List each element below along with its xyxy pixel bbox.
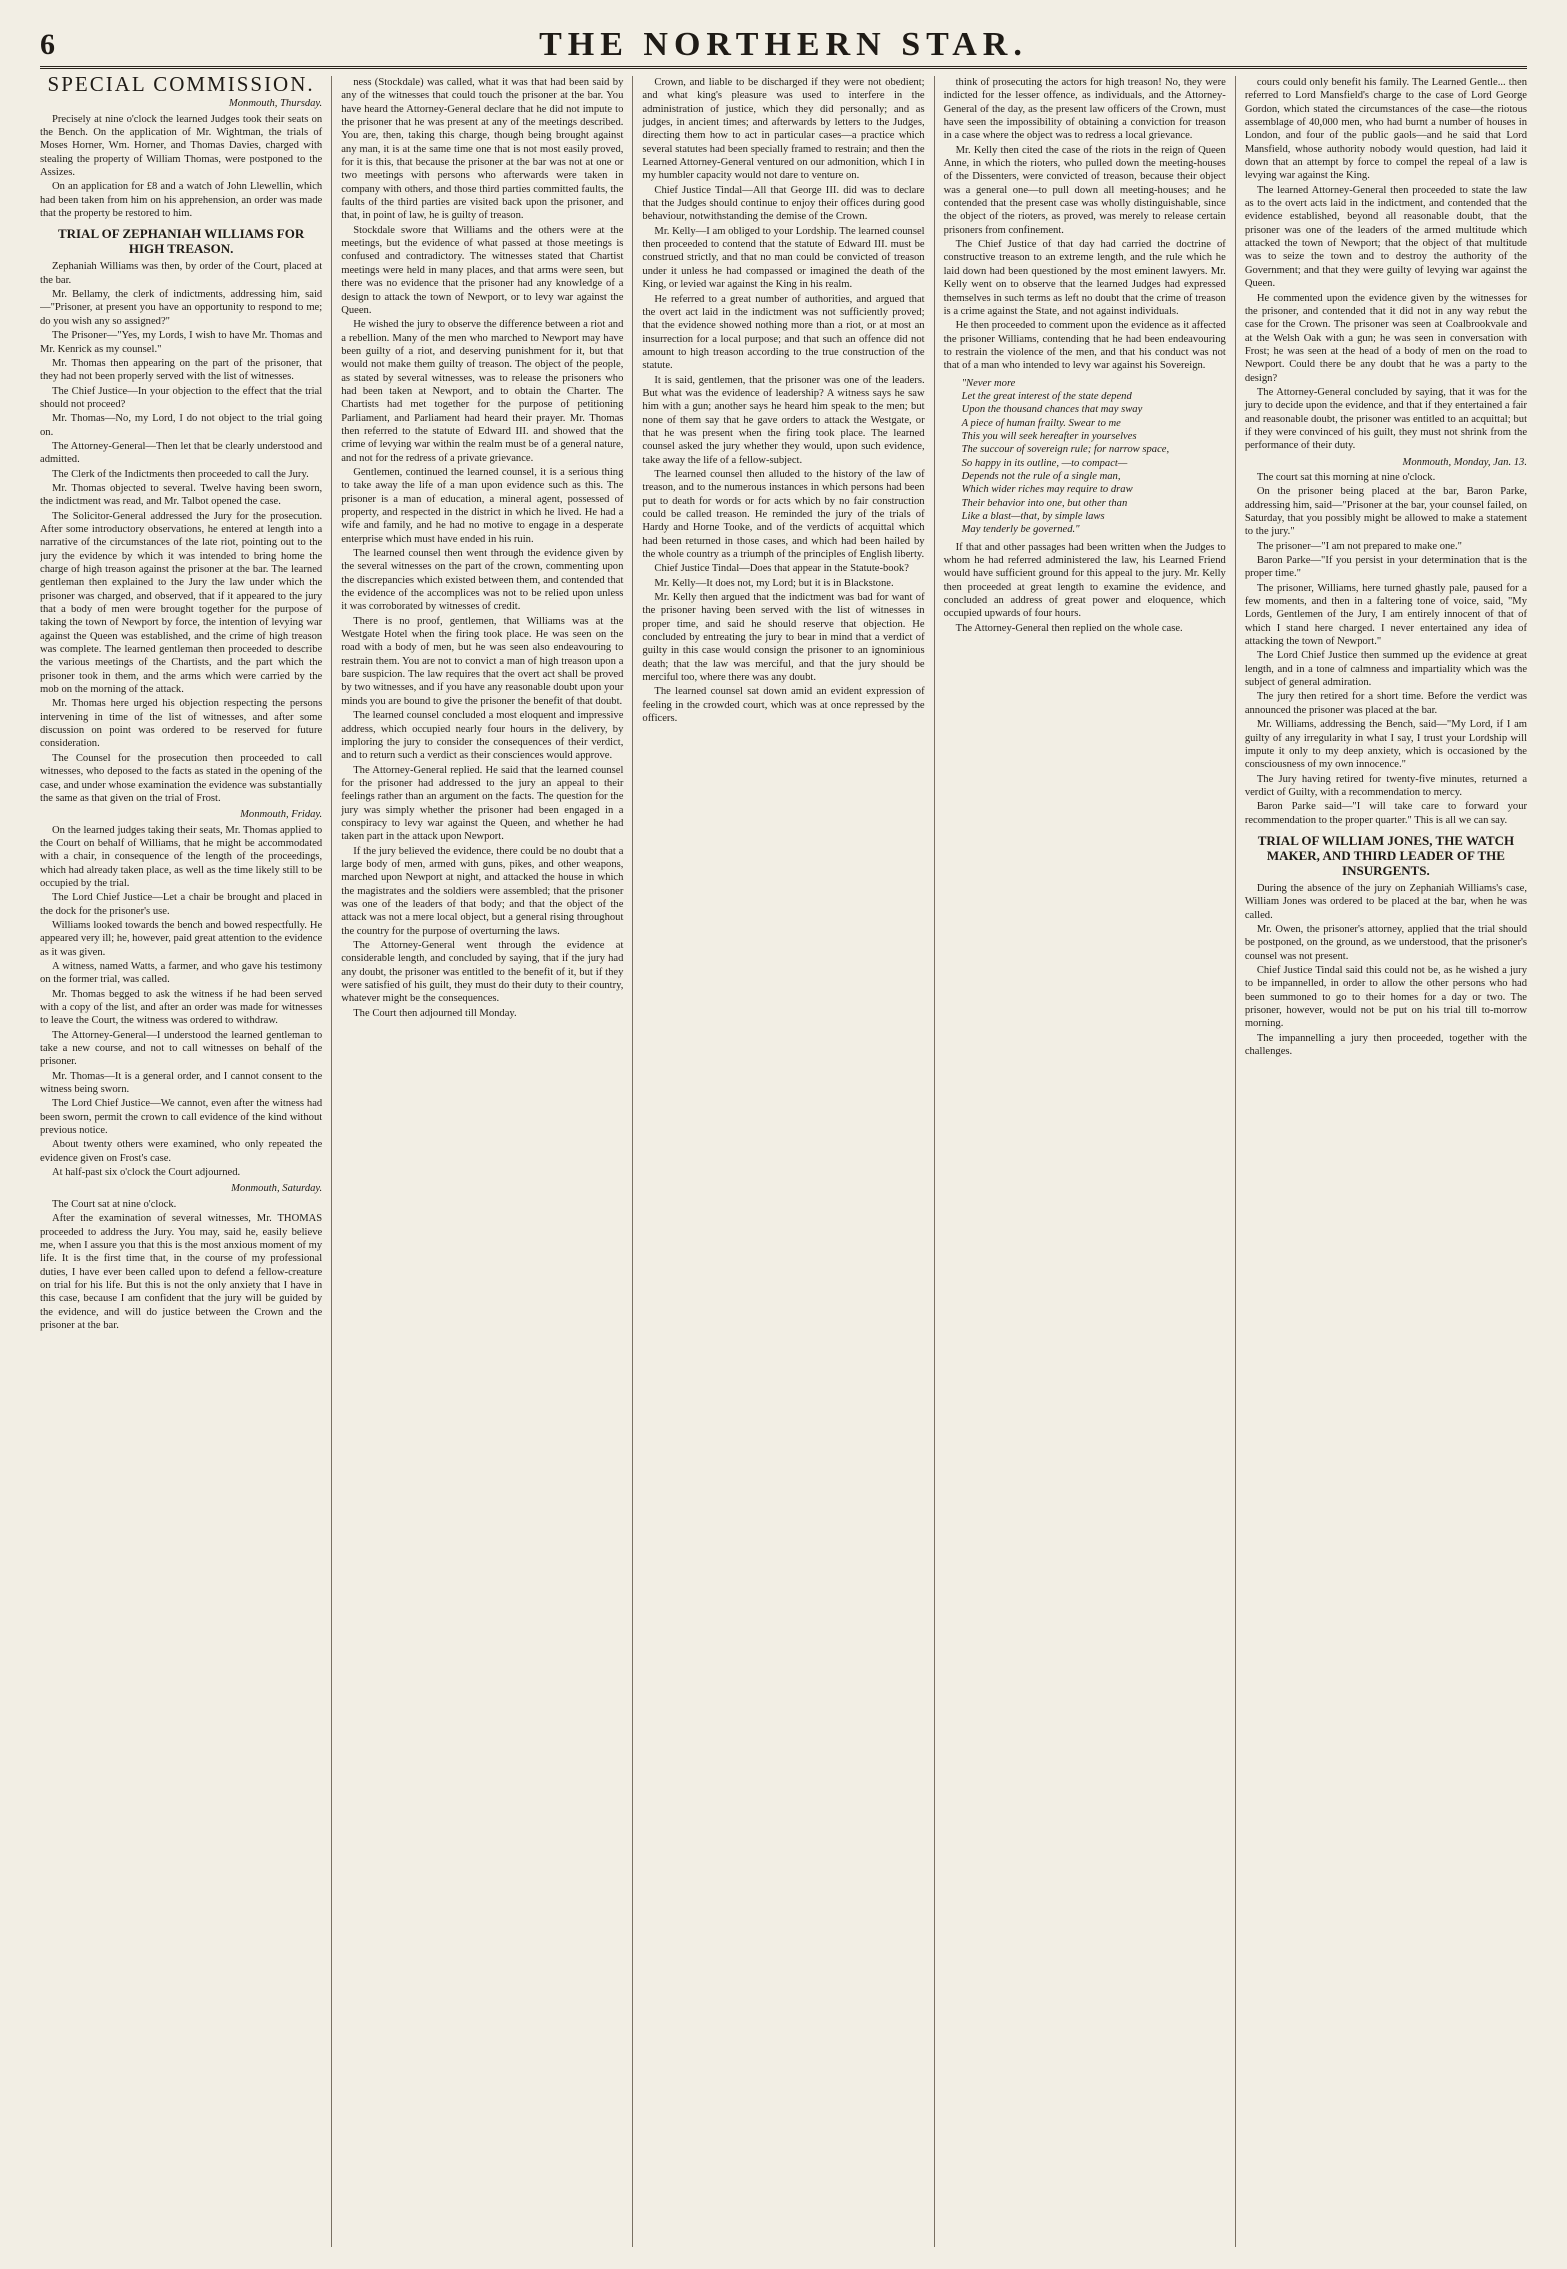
- paragraph: Baron Parke—"If you persist in your determination that is the proper time.": [1244, 555, 1528, 580]
- article-columns: [40, 76, 1527, 2247]
- paragraph: The prisoner, Williams, here turned ghastly pale, paused for a few moments, and then in a faltering tone of voice, said, "My Lords, Gentlemen of the Jury, I am entirely innocent of that of which I stand here charged. I never entertained any idea of attacking the town of Newport.": [1244, 582, 1528, 648]
- article-heading: TRIAL OF WILLIAM JONES, THE WATCH MAKER, AND THIRD LEADER OF THE INSURGENTS.: [1257, 832, 1515, 878]
- paragraph: The jury then retired for a short time. Before the verdict was announced the prisoner was placed at the bar.: [1244, 691, 1528, 716]
- paragraph: If that and other passages had been written when the Judges to whom he had referred administered the law, his Learned Friend would have sufficient ground for this appeal to the jury. Mr. Kelly then proceeded at great length to examine the evidence, and concluded an address of great power and eloquence, which occupied upwards of four hours.: [943, 541, 1226, 620]
- paragraph: The Attorney-General then replied on the whole case.: [955, 622, 1183, 634]
- paragraph: Mr. Thomas objected to several. Twelve having been sworn, the indictment was read, and Mr. Talbot opened the case.: [40, 482, 323, 508]
- paragraph: On the learned judges taking their seats, Mr. Thomas applied to the Court on behalf of Williams, that he might be accommodated with a chair, in consequence of the length of the proceedings, which had already taken place, as well as the time likely still to be occupied by the trial.: [40, 824, 323, 889]
- paragraph: The learned counsel then alluded to the history of the law of treason, and to the numerous instances in which persons had been put to death for words or for acts which by no fair construction could be called treason. He reminded the jury of the trials of Hardy and Horne Tooke, and of the verdicts of acquittal which had been returned in those cases, and which had been hailed by the whole country as a triumph of the principles of English liberty.: [642, 468, 925, 561]
- paragraph: cours could only benefit his family. The Learned Gentle... then referred to Lord Mansfield's charge to the case of Lord George Gordon, which stated the circumstances of the case—the riotous assemblage of 40,000 men, who had burnt a number of houses in London, and four of the public gaols—and he said that Lord Mansfield, whose authority nobody would question, had laid it down that an attempt by force to compel the repeal of a law is levying war against the King.: [1244, 77, 1528, 182]
- column-1: [40, 76, 332, 2247]
- paragraph: Chief Justice Tindal—Does that appear in the Statute-book?: [654, 563, 909, 575]
- verse-line: The succour of sovereign rule; for narrow space,: [961, 444, 1170, 456]
- article-heading: TRIAL OF ZEPHANIAH WILLIAMS FOR HIGH TREASON.: [57, 226, 305, 257]
- dateline: Monmouth, Friday.: [240, 809, 323, 821]
- paragraph: A witness, named Watts, a farmer, and who gave his testimony on the former trial, was called.: [40, 960, 323, 986]
- section-heading: SPECIAL COMMISSION.: [47, 76, 315, 96]
- paragraph: Baron Parke said—"I will take care to forward your recommendation to the proper quarter." This is all we can say.: [1244, 801, 1528, 826]
- paragraph: Mr. Thomas—No, my Lord, I do not object to the trial going on.: [40, 413, 323, 438]
- paragraph: The Attorney-General concluded by saying, that it was for the jury to decide upon the evidence, and that if they entertained a fair and reasonable doubt, the prisoner was entitled to an acquittal; but if they were convinced of his guilt, they must not shrink from the performance of their duty.: [1244, 386, 1528, 452]
- newspaper-page: [40, 22, 1527, 2247]
- paragraph: The learned counsel then went through the evidence given by the several witnesses on the part of the crown, commenting upon the discrepancies which existed between them, and contended that the evidence of the accomplices was not to be relied upon unless it was corroborated by witnesses of credit.: [341, 548, 624, 613]
- verse-line: A piece of human frailty. Swear to me: [961, 417, 1121, 429]
- verse-line: This you will seek hereafter in yourselves: [961, 430, 1137, 442]
- paragraph: The Clerk of the Indictments then proceeded to call the Jury.: [52, 468, 309, 480]
- verse-line: Like a blast—that, by simple laws: [961, 511, 1105, 522]
- paragraph: The impannelling a jury then proceeded, together with the challenges.: [1244, 1032, 1528, 1058]
- verse-line: Depends not the rule of a single man,: [961, 470, 1121, 482]
- paragraph: The Lord Chief Justice then summed up the evidence at great length, and in a tone of calmness and impartiality which was the subject of general admiration.: [1244, 650, 1528, 689]
- masthead: [40, 22, 1527, 69]
- paragraph: If the jury believed the evidence, there could be no doubt that a large body of men, armed with guns, pikes, and other weapons, marched upon Newport at night, and attacked the house in which the magistrates and the soldiers were assembled; that the prisoner was one of the leaders of that body; and that the object of the attack was not a mere local object, but a general rising throughout the country for the purpose of overturning the laws.: [341, 845, 624, 937]
- paragraph: The Chief Justice of that day had carried the doctrine of constructive treason to an extreme length, and the rule which he laid down had been questioned by the most eminent lawyers. Mr. Kelly went on to observe that the learned Judges had expressed themselves in such terms as left no doubt that the crime of treason is a crime against the State, and not against individuals.: [943, 239, 1226, 317]
- column-2: [332, 76, 633, 2247]
- paragraph: Mr. Bellamy, the clerk of indictments, addressing him, said—"Prisoner, at present you have an opportunity to respond to me; do you wish any so assigned?": [40, 289, 323, 327]
- paragraph: The learned Attorney-General then proceeded to state the law as to the overt acts laid in the indictment, and contended that the evidence established, beyond all reasonable doubt, that the prisoner was one of the leaders of the armed multitude which attacked the town of Newport; that the object of that multitude was to seize the town and to destroy the authority of the Government; and that they were guilty of levying war against the Queen.: [1244, 184, 1528, 290]
- column-4: [935, 76, 1236, 2247]
- paragraph: ness (Stockdale) was called, what it was that had been said by any of the witnesses that could touch the prisoner at the bar. You have heard the Attorney-General declare that he did not impute to the prisoner that he was present at any of the meetings described. You are, then, taking this charge, though being brought against any man, it is at the same time one that is not most easily proved, for it is this, that because the prisoner at the bar was not at one or two meetings with persons who afterwards were taken in company with others, and those third parties committed faults, the faults of the third parties are visited back upon the prisoner, and that, in point of law, he is guilty of treason.: [341, 77, 624, 222]
- paragraph: He then proceeded to comment upon the evidence as it affected the prisoner Williams, contending that he had been endeavouring to restrain the violence of the men, and that his conduct was not that of a man who intended to levy war against his Sovereign.: [943, 320, 1226, 372]
- paragraph: Chief Justice Tindal said this could not be, as he wished a jury to be impannelled, in order to allow the other persons who had been summoned to go to their homes for a day or two. The prisoner, however, would not be put on his trial till to-morrow morning.: [1244, 964, 1528, 1030]
- dateline: Monmouth, Monday, Jan. 13.: [1402, 456, 1528, 468]
- paragraph: Williams looked towards the bench and bowed respectfully. He appeared very ill; he, however, paid great attention to the evidence as it was given.: [40, 919, 323, 958]
- paragraph: Crown, and liable to be discharged if they were not obedient; and what king's pleasure was used to interfere in the administration of justice, which they did personally; and as judges, in ancient times; and afterwards by letters to the Judges, directing them how to act in particular cases—a practice which several statutes had been specially framed to restrain; and then the Learned Attorney-General ventured on our admonition, which I in my humbler capacity would not dare to venture on.: [642, 77, 925, 182]
- paragraph: The Attorney-General went through the evidence at considerable length, and concluded by saying, that if the jury had any doubt, the prisoner was entitled to the benefit of it, but if they were satisfied of his guilt, they must do their duty to their country, whatever might be the consequences.: [341, 940, 624, 1005]
- paragraph: The Attorney-General—I understood the learned gentleman to take a new course, and not to call witnesses on behalf of the prisoner.: [40, 1029, 323, 1068]
- paragraph: The Attorney-General replied. He said that the learned counsel for the prisoner had addressed to the jury an appeal to their feelings rather than an argument on the facts. The question for the jury was simply whether the prisoner had been engaged in a conspiracy to levy war against the Queen, and whether he had taken part in the attack upon Newport.: [341, 764, 624, 843]
- paragraph: Mr. Thomas then appearing on the part of the prisoner, that they had not been properly served with the list of witnesses.: [40, 357, 323, 383]
- paragraph: On the prisoner being placed at the bar, Baron Parke, addressing him, said—"Prisoner at the bar, your counsel failed, on Saturday, that you possibly might be allowed to make a statement to the jury.": [1244, 486, 1528, 538]
- paragraph: Chief Justice Tindal—All that George III. did was to declare that the Judges should continue to enjoy their offices during good behaviour, notwithstanding the demise of the Crown.: [642, 184, 925, 223]
- verse-line: So happy in its outline, —to compact—: [961, 457, 1128, 469]
- paragraph: The Chief Justice—In your objection to the effect that the trial should not proceed?: [40, 385, 323, 410]
- paragraph: During the absence of the jury on Zephaniah Williams's case, William Jones was ordered to be placed at the bar, when he was called.: [1244, 882, 1528, 921]
- paragraph: At half-past six o'clock the Court adjourned.: [52, 1167, 241, 1179]
- paragraph: The Court sat at nine o'clock.: [52, 1198, 177, 1210]
- paragraph: Stockdale swore that Williams and the others were at the meetings, but the evidence of what passed at those meetings is confused and contradictory. The witnesses stated that Chartist meetings were held in many places, and that arms were seen, but there was no evidence that the prisoner had any knowledge of a design to attack the town of Newport, or to levy war against the Queen.: [341, 224, 624, 316]
- paragraph: Mr. Kelly—It does not, my Lord; but it is in Blackstone.: [654, 577, 894, 589]
- paragraph: The Solicitor-General addressed the Jury for the prosecution. After some introductory observations, he entered at length into a narrative of the circumstances of the late riot, pointing out to the jury the evidence by which it was intended to bring home the charge of high treason against the prisoner at the bar. The learned gentleman then explained to the Jury the law under which the prisoner was charged, and observed, that if it appeared to the jury that a body of men were brought together for the purpose of taking the town of Newport by force, the intention of levying war against the Queen was established, and the crime of high treason was complete. The learned gentleman then proceeded to describe the various meetings of the Chartists, and the part which the prisoner took in them, and the arms which were carried by the mob on the morning of the attack.: [40, 510, 323, 696]
- paragraph: think of prosecuting the actors for high treason! No, they were indicted for the lesser offence, as individuals, and the Attorney-General of the day, as the present law officers of the Crown, must have seen the impossibility of obtaining a conviction for treason in a case where the object was to redress a local grievance.: [943, 77, 1226, 142]
- verse-line: Let the great interest of the state depend: [961, 390, 1132, 402]
- paragraph: The Counsel for the prosecution then proceeded to call witnesses, who deposed to the facts as stated in the opening of the case, and under whose examination the evidence was substantially the same as that given on the trial of Frost.: [40, 752, 323, 804]
- paragraph: Mr. Owen, the prisoner's attorney, applied that the trial should be postponed, on the ground, as we understood, that the prisoner's counsel was not present.: [1244, 923, 1528, 962]
- page-number: 6: [40, 28, 55, 61]
- verse-line: Which wider riches may require to draw: [961, 484, 1133, 496]
- paragraph: The court sat this morning at nine o'clock.: [1256, 471, 1436, 483]
- paragraph: He referred to a great number of authorities, and argued that the overt act laid in the indictment was not sufficiently proved; that the evidence showed nothing more than a riot, or at most an insurrection for a local purpose; and that such an offence did not amount to high treason according to the true construction of the statute.: [642, 293, 925, 372]
- dateline: Monmouth, Saturday.: [231, 1183, 323, 1195]
- paragraph: Mr. Kelly then argued that the indictment was bad for want of the prisoner having been served with the list of witnesses in proper time, and said he should reserve that objection. He concluded by entreating the jury to bear in mind that a verdict of guilty in this case would consign the prisoner to an ignominious death; that the law was merciful, and that the jury should be merciful too, where there was any doubt.: [642, 592, 925, 684]
- paragraph: Mr. Kelly then cited the case of the riots in the reign of Queen Anne, in which the rioters, who pulled down the meeting-houses of the Dissenters, were convicted of treason, because their object was a general one—to pull down all meeting-houses; and he contended that the present case was wholly distinguishable, since the object of the rioters, as proved, was merely to release certain prisoners from confinement.: [943, 144, 1226, 236]
- paragraph: The learned counsel sat down amid an evident expression of feeling in the crowded court, which was at once repressed by the officers.: [642, 686, 925, 725]
- verse-line: "Never more: [961, 377, 1016, 389]
- paragraph: He wished the jury to observe the difference between a riot and a rebellion. Many of the men who marched to Newport may have been guilty of a riot, and deserving punishment for it, but that would not make them guilty of treason. The object of the people, as stated by several witnesses, was to release the prisoners who had been taken at Newport, and to obtain the Charter. The Chartists had met together for the purpose of petitioning Parliament, and Parliament had heard their prayer. Mr. Thomas then referred to the statute of Edward III. and showed that the crime of levying war within the realm must be of a general nature, and not for the redress of a private grievance.: [341, 319, 624, 464]
- paragraph: Zephaniah Williams was then, by order of the Court, placed at the bar.: [40, 261, 323, 286]
- paragraph: Mr. Kelly—I am obliged to your Lordship. The learned counsel then proceeded to contend that the statute of Edward III. must be construed strictly, and that no man could be convicted of treason under it unless he had compassed or imagined the death of the King, or levied war against the King in his realm.: [642, 225, 925, 291]
- verse-line: Their behavior into one, but other than: [961, 497, 1128, 509]
- paragraph: The Lord Chief Justice—Let a chair be brought and placed in the dock for the prisoner's use.: [40, 892, 323, 917]
- paragraph: After the examination of several witnesses, Mr. THOMAS proceeded to address the Jury. You may, said he, easily believe me, when I assure you that this is the most anxious moment of my life. It is the first time that, in the course of my professional duties, I have ever been called upon to defend a fellow-creature on trial for his life. But this is not the only anxiety that I have in this case, because I am confident that the jury will be guided by the evidence, and will do justice between the Crown and the prisoner at the bar.: [40, 1213, 323, 1331]
- paragraph: About twenty others were examined, who only repeated the evidence given on Frost's case.: [40, 1139, 323, 1164]
- paragraph: The learned counsel concluded a most eloquent and impressive address, which occupied nearly four hours in the delivery, by imploring the jury to consider the consequences of their verdict, and to return such a verdict as their consciences would approve.: [341, 710, 624, 762]
- paragraph: He commented upon the evidence given by the witnesses for the prisoner, and contended that it did not in any way rebut the case for the Crown. The prisoner was seen at Coalbrookvale and at the Welsh Oak with a gun; he was seen in conversation with Frost; he was seen at the head of a body of men on the road to Newport. Could there be any doubt that he was a party to the design?: [1244, 292, 1528, 384]
- dateline: Monmouth, Thursday.: [228, 98, 323, 110]
- paragraph: Mr. Williams, addressing the Bench, said—"My Lord, if I am guilty of any irregularity in what I say, I trust your Lordship will impute it only to my deep anxiety, which is occasioned by the consciousness of my own innocence.": [1244, 719, 1528, 771]
- verse-line: Upon the thousand chances that may sway: [961, 404, 1143, 416]
- verse-quotation: [962, 377, 1226, 537]
- paragraph: The Attorney-General—Then let that be clearly understood and admitted.: [40, 440, 323, 466]
- paragraph: Mr. Thomas—It is a general order, and I cannot consent to the witness being sworn.: [40, 1070, 323, 1096]
- paragraph: The Court then adjourned till Monday.: [353, 1007, 517, 1019]
- verse-line: May tenderly be governed.": [961, 524, 1080, 536]
- paragraph: The Prisoner—"Yes, my Lords, I wish to have Mr. Thomas and Mr. Kenrick as my counsel.": [40, 330, 323, 355]
- column-3: [633, 76, 934, 2247]
- paragraph: On an application for £8 and a watch of John Llewellin, which had been taken from him on his apprehension, an order was made that the property be restored to him.: [40, 181, 323, 220]
- paragraph: Mr. Thomas here urged his objection respecting the persons intervening in time of the list of witnesses, and after some discussion on point was ordered to be reserved for future consideration.: [40, 698, 323, 750]
- paragraph: The Lord Chief Justice—We cannot, even after the witness had been sworn, permit the crown to call evidence of the kind without previous notice.: [40, 1098, 323, 1137]
- paragraph: Precisely at nine o'clock the learned Judges took their seats on the Bench. On the application of Mr. Wightman, the trials of Moses Horner, Wm. Horner, and Thomas Davies, charged with stealing the property of William Thomas, were postponed to the Assizes.: [40, 113, 323, 179]
- paragraph: It is said, gentlemen, that the prisoner was one of the leaders. But what was the evidence of leadership? A witness says he saw him with a gun; another says he heard him speak to the men; but none of them say that he gave orders to attack the Westgate, or that he was present when the firing took place. The learned counsel asked the jury whether they would, upon such evidence, take away the life of a fellow-subject.: [642, 374, 925, 466]
- column-5: [1236, 76, 1527, 2247]
- paragraph: The Jury having retired for twenty-five minutes, returned a verdict of Guilty, with a recommendation to mercy.: [1244, 773, 1528, 798]
- newspaper-title: THE NORTHERN STAR.: [539, 26, 1028, 63]
- paragraph: Mr. Thomas begged to ask the witness if he had been served with a copy of the list, and after an order was made for witnesses to leave the Court, the witness was ordered to withdraw.: [40, 988, 323, 1027]
- paragraph: Gentlemen, continued the learned counsel, it is a serious thing to take away the life of a man upon evidence such as this. The prisoner is a man of education, a mineral agent, possessed of property, and respected in the district in which he lived. He had a wife and family, and he had no motive to engage in a desperate enterprise which must have ended in his ruin.: [341, 466, 624, 545]
- paragraph: There is no proof, gentlemen, that Williams was at the Westgate Hotel when the firing took place. He was seen on the road with a body of men, but he was seen also endeavouring to restrain them. You are not to convict a man of high treason upon a bare suspicion. The law requires that the overt act shall be proved by two witnesses, and if you have any reasonable doubt upon your minds you are bound to give the prisoner the benefit of that doubt.: [341, 615, 624, 707]
- paragraph: The prisoner—"I am not prepared to make one.": [1256, 540, 1462, 552]
